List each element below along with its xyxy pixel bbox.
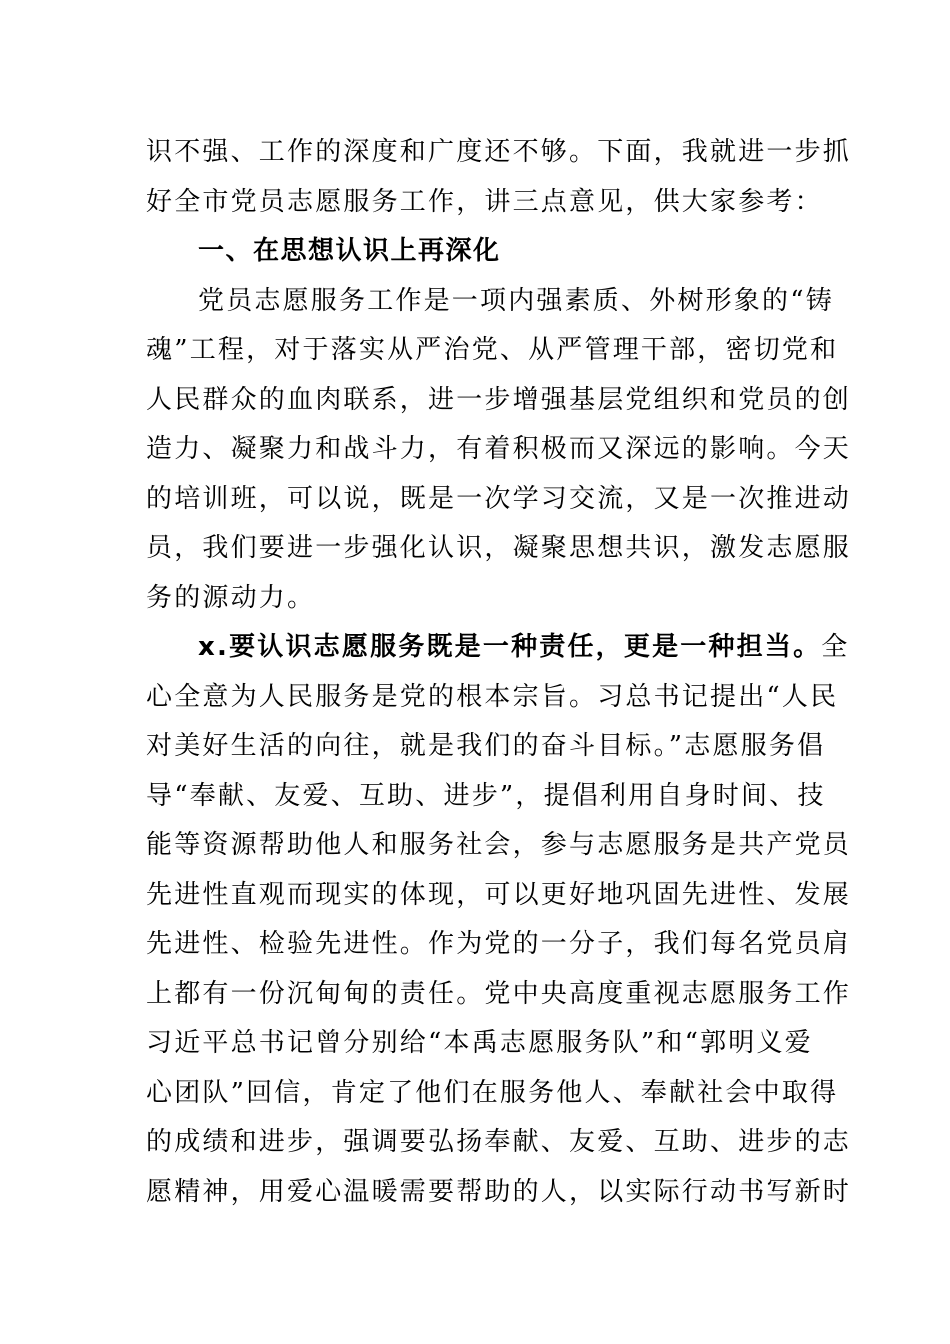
text-line: 识不强、工作的深度和广度还不够。下面，我就进一步抓 xyxy=(146,137,852,167)
point-first-line-rest: 全 xyxy=(821,632,850,662)
section-heading: 一、在思想认识上再深化 xyxy=(198,236,501,266)
text-line: 心全意为人民服务是党的根本宗旨。习总书记提出“人民 xyxy=(146,681,839,712)
paragraph-point-x xyxy=(146,623,852,1217)
text-line: 员，我们要进一步强化认识，凝聚思想共识，激发志愿服 xyxy=(146,533,852,563)
paragraph-intro xyxy=(146,128,852,227)
text-line: 造力、凝聚力和战斗力，有着积极而又深远的影响。今天 xyxy=(146,434,852,464)
text-line: 好全市党员志愿服务工作，讲三点意见，供大家参考： xyxy=(146,186,823,217)
text-line: 能等资源帮助他人和服务社会，参与志愿服务是共产党员 xyxy=(146,830,852,860)
paragraph-section1 xyxy=(146,277,852,624)
point-number: x. xyxy=(198,632,230,662)
text-line: 人民群众的血肉联系，进一步增强基层党组织和党员的创 xyxy=(146,384,852,415)
text-line: 心团队”回信，肯定了他们在服务他人、奉献社会中取得 xyxy=(146,1077,839,1108)
point-first-line xyxy=(146,623,850,673)
text-line: 愿精神，用爱心温暖需要帮助的人，以实际行动书写新时 xyxy=(146,1176,852,1207)
text-line: 习近平总书记曾分别给“本禹志愿服务队”和“郭明义爱 xyxy=(146,1028,813,1058)
text-line: 对美好生活的向往，就是我们的奋斗目标。”志愿服务倡 xyxy=(146,731,826,761)
text-line: 的成绩和进步，强调要弘扬奉献、友爱、互助、进步的志 xyxy=(146,1127,852,1157)
text-line: 魂”工程，对于落实从严治党、从严管理干部，密切党和 xyxy=(146,335,839,365)
document-body xyxy=(146,128,852,1217)
point-title: 要认识志愿服务既是一种责任，更是一种担当。 xyxy=(229,632,822,662)
text-line: 导“奉献、友爱、互助、进步”，提倡利用自身时间、技 xyxy=(146,780,826,811)
text-line: 上都有一份沉甸甸的责任。党中央高度重视志愿服务工作 xyxy=(146,978,852,1009)
text-line: 先进性直观而现实的体现，可以更好地巩固先进性、发展 xyxy=(146,879,852,910)
text-line: 的培训班，可以说，既是一次学习交流，又是一次推进动 xyxy=(146,483,852,514)
text-line: 党员志愿服务工作是一项内强素质、外树形象的“铸 xyxy=(198,285,834,316)
text-line: 务的源动力。 xyxy=(146,582,316,613)
text-line: 先进性、检验先进性。作为党的一分子，我们每名党员肩 xyxy=(146,929,852,959)
